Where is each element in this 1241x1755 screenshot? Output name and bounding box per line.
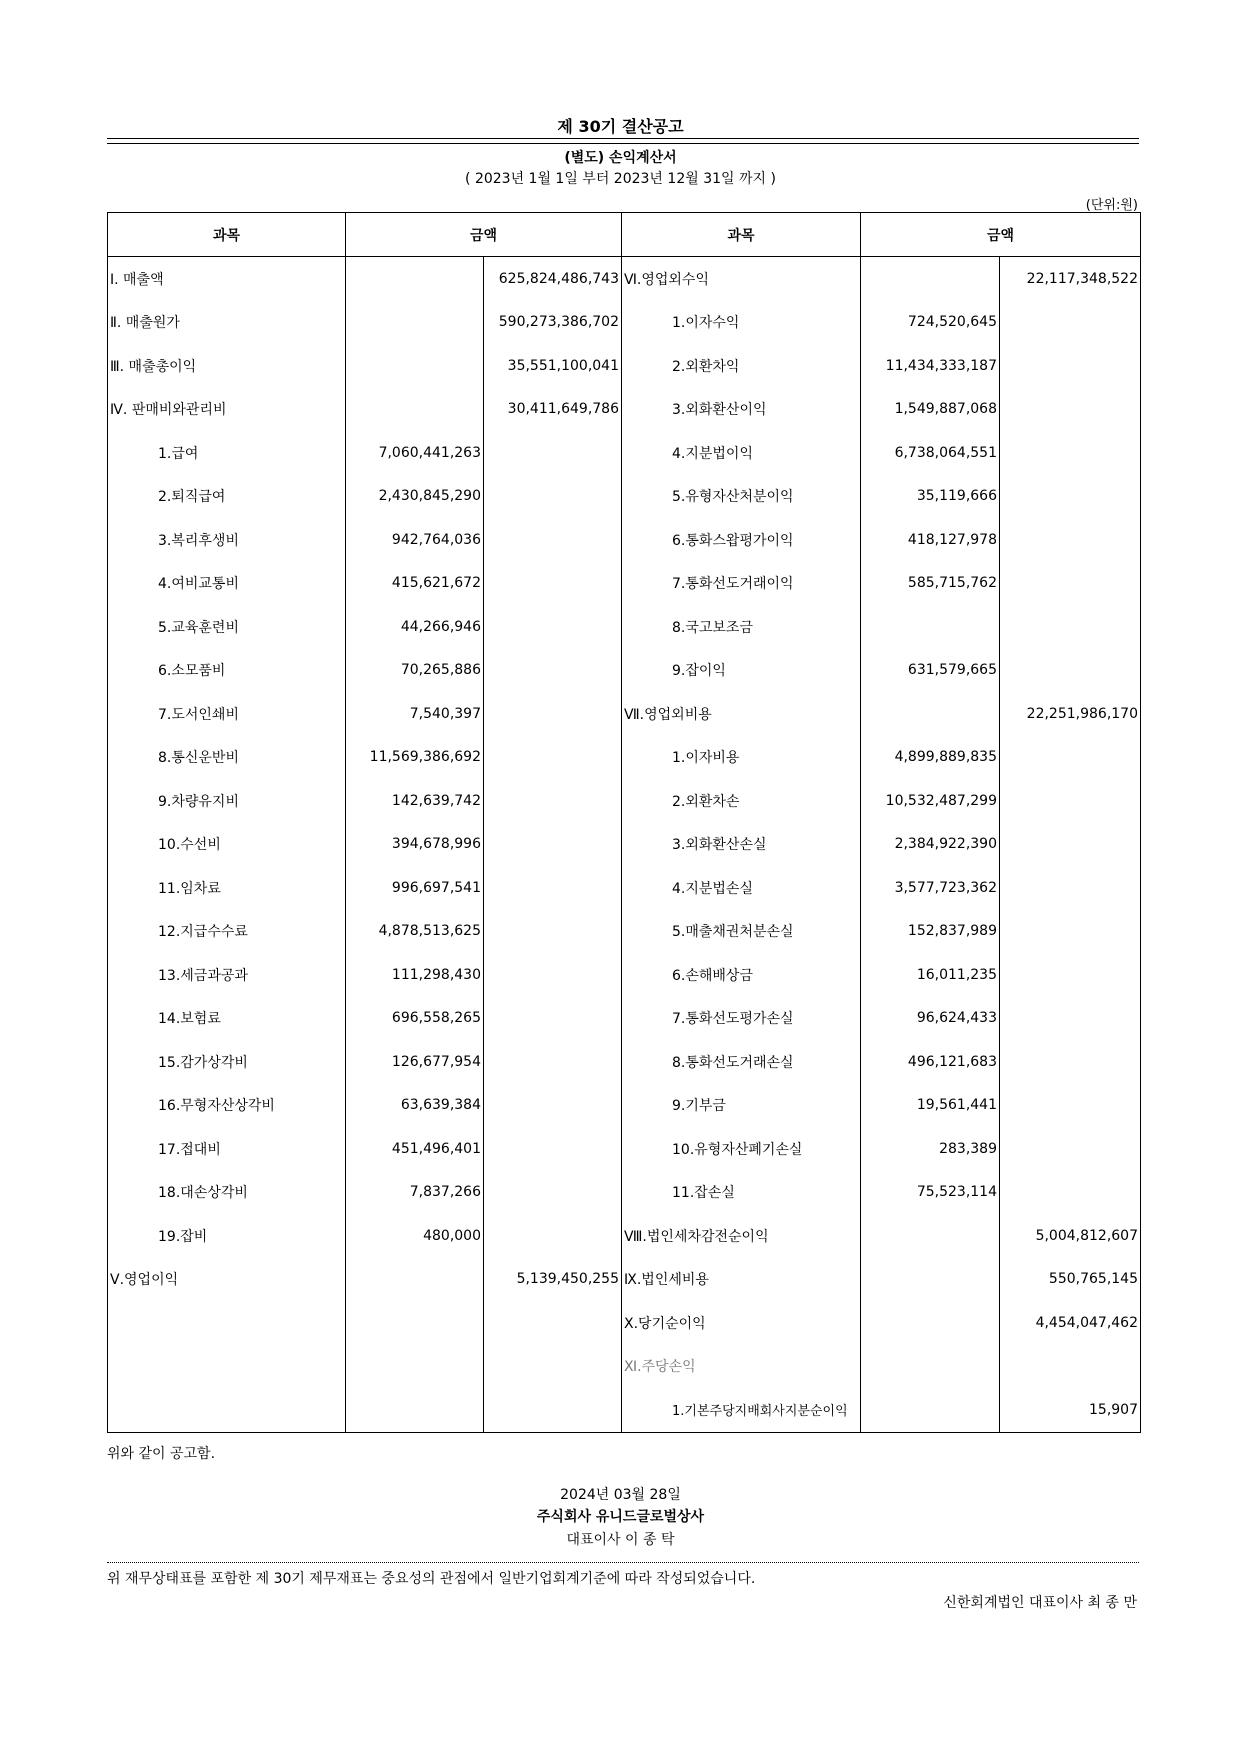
right-item: Ⅷ.법인세차감전순이익 <box>622 1214 861 1258</box>
right-detail-amount: 496,121,683 <box>861 1040 1000 1084</box>
left-total-amount <box>484 518 622 562</box>
right-detail-amount <box>861 1214 1000 1258</box>
table-row <box>108 1345 1141 1389</box>
left-detail-amount: 696,558,265 <box>346 997 484 1041</box>
right-item: 2.외환차손 <box>622 779 861 823</box>
left-item: Ⅳ. 판매비와관리비 <box>108 388 346 432</box>
right-total-amount <box>1000 518 1141 562</box>
left-detail-amount: 7,837,266 <box>346 1171 484 1215</box>
right-total-amount <box>1000 301 1141 345</box>
left-total-amount: 590,273,386,702 <box>484 301 622 345</box>
right-detail-amount: 11,434,333,187 <box>861 344 1000 388</box>
table-row <box>108 475 1141 519</box>
left-item: 10.수선비 <box>108 823 346 867</box>
right-item: 10.유형자산폐기손실 <box>622 1127 861 1171</box>
right-total-amount <box>1000 1345 1141 1389</box>
right-item: 6.손해배상금 <box>622 953 861 997</box>
left-item: 11.임차료 <box>108 866 346 910</box>
right-item: 4.지분법손실 <box>622 866 861 910</box>
left-item: 19.잡비 <box>108 1214 346 1258</box>
right-detail-amount: 35,119,666 <box>861 475 1000 519</box>
left-total-amount <box>484 823 622 867</box>
notice-text: 위와 같이 공고함. <box>107 1446 216 1462</box>
left-detail-amount: 394,678,996 <box>346 823 484 867</box>
right-item: 7.통화선도거래이익 <box>622 562 861 606</box>
right-item: 9.잡이익 <box>622 649 861 693</box>
left-total-amount <box>484 1171 622 1215</box>
left-total-amount <box>484 997 622 1041</box>
left-total-amount: 5,139,450,255 <box>484 1258 622 1302</box>
left-total-amount <box>484 1127 622 1171</box>
dotted-divider <box>107 1562 1139 1563</box>
right-detail-amount: 724,520,645 <box>861 301 1000 345</box>
right-detail-amount <box>861 1345 1000 1389</box>
right-detail-amount: 16,011,235 <box>861 953 1000 997</box>
left-item: Ⅱ. 매출원가 <box>108 301 346 345</box>
right-detail-amount: 585,715,762 <box>861 562 1000 606</box>
left-item: 4.여비교통비 <box>108 562 346 606</box>
right-total-amount: 4,454,047,462 <box>1000 1301 1141 1345</box>
ceo-name: 대표이사 이 종 탁 <box>566 1532 675 1548</box>
table-row <box>108 605 1141 649</box>
right-item: 3.외화환산손실 <box>622 823 861 867</box>
right-detail-amount: 75,523,114 <box>861 1171 1000 1215</box>
title-rule-bottom <box>107 143 1139 144</box>
left-total-amount: 35,551,100,041 <box>484 344 622 388</box>
left-item: 15.감가상각비 <box>108 1040 346 1084</box>
right-total-amount <box>1000 910 1141 954</box>
document-title: 제 30기 결산공고 <box>557 117 684 136</box>
company-name: 주식회사 유니드글로벌상사 <box>536 1509 705 1525</box>
left-detail-amount <box>346 301 484 345</box>
left-item <box>108 1301 346 1345</box>
left-detail-amount: 111,298,430 <box>346 953 484 997</box>
left-detail-amount: 451,496,401 <box>346 1127 484 1171</box>
right-detail-amount: 418,127,978 <box>861 518 1000 562</box>
statement-subtitle: (별도) 손익계산서 <box>564 150 677 166</box>
table-body <box>108 257 1141 1433</box>
table-row <box>108 562 1141 606</box>
left-detail-amount <box>346 1301 484 1345</box>
left-total-amount <box>484 1388 622 1432</box>
right-item: 2.외환차익 <box>622 344 861 388</box>
left-item: 8.통신운반비 <box>108 736 346 780</box>
right-total-amount <box>1000 1040 1141 1084</box>
right-detail-amount <box>861 692 1000 736</box>
left-total-amount <box>484 1345 622 1389</box>
right-total-amount <box>1000 344 1141 388</box>
right-total-amount <box>1000 866 1141 910</box>
right-item: 5.유형자산처분이익 <box>622 475 861 519</box>
right-item: Ⅺ.주당손익 <box>622 1345 861 1389</box>
right-detail-amount: 152,837,989 <box>861 910 1000 954</box>
table-row <box>108 1127 1141 1171</box>
left-total-amount <box>484 605 622 649</box>
income-statement-table <box>107 212 1141 1433</box>
left-detail-amount: 7,060,441,263 <box>346 431 484 475</box>
right-item: 7.통화선도평가손실 <box>622 997 861 1041</box>
header-right-item: 과목 <box>622 213 861 257</box>
left-detail-amount <box>346 257 484 301</box>
left-total-amount <box>484 910 622 954</box>
audit-note: 위 재무상태표를 포함한 제 30기 제무재표는 중요성의 관점에서 일반기업회계기준에 따라 작성되었습니다. <box>107 1571 756 1587</box>
left-item: 17.접대비 <box>108 1127 346 1171</box>
left-item: 2.퇴직급여 <box>108 475 346 519</box>
title-rule-top <box>107 138 1139 139</box>
right-detail-amount <box>861 1301 1000 1345</box>
left-detail-amount: 70,265,886 <box>346 649 484 693</box>
left-detail-amount: 7,540,397 <box>346 692 484 736</box>
header-left-item: 과목 <box>108 213 346 257</box>
left-item: Ⅲ. 매출총이익 <box>108 344 346 388</box>
table-row <box>108 779 1141 823</box>
left-total-amount <box>484 779 622 823</box>
table-row <box>108 953 1141 997</box>
table-row <box>108 257 1141 301</box>
table-row <box>108 1258 1141 1302</box>
left-detail-amount: 63,639,384 <box>346 1084 484 1128</box>
right-detail-amount: 283,389 <box>861 1127 1000 1171</box>
right-total-amount <box>1000 997 1141 1041</box>
right-item: 1.이자수익 <box>622 301 861 345</box>
left-detail-amount: 11,569,386,692 <box>346 736 484 780</box>
right-detail-amount: 10,532,487,299 <box>861 779 1000 823</box>
left-detail-amount: 126,677,954 <box>346 1040 484 1084</box>
left-detail-amount: 142,639,742 <box>346 779 484 823</box>
table-row <box>108 1388 1141 1432</box>
left-detail-amount <box>346 1258 484 1302</box>
left-total-amount <box>484 1040 622 1084</box>
left-total-amount <box>484 649 622 693</box>
right-item: 1.이자비용 <box>622 736 861 780</box>
left-total-amount: 30,411,649,786 <box>484 388 622 432</box>
right-total-amount <box>1000 1171 1141 1215</box>
left-detail-amount: 4,878,513,625 <box>346 910 484 954</box>
table-row <box>108 649 1141 693</box>
left-item: Ⅴ.영업이익 <box>108 1258 346 1302</box>
left-total-amount <box>484 562 622 606</box>
table-row <box>108 431 1141 475</box>
left-detail-amount: 996,697,541 <box>346 866 484 910</box>
left-total-amount <box>484 1214 622 1258</box>
right-total-amount: 22,117,348,522 <box>1000 257 1141 301</box>
right-total-amount <box>1000 431 1141 475</box>
left-detail-amount <box>346 1345 484 1389</box>
right-total-amount: 15,907 <box>1000 1388 1141 1432</box>
left-item: 3.복리후생비 <box>108 518 346 562</box>
left-item: 18.대손상각비 <box>108 1171 346 1215</box>
table-row <box>108 301 1141 345</box>
table-row <box>108 866 1141 910</box>
right-detail-amount: 631,579,665 <box>861 649 1000 693</box>
right-total-amount <box>1000 779 1141 823</box>
table-header-row <box>108 213 1141 257</box>
table-row <box>108 692 1141 736</box>
right-detail-amount: 6,738,064,551 <box>861 431 1000 475</box>
left-total-amount: 625,824,486,743 <box>484 257 622 301</box>
left-item: Ⅰ. 매출액 <box>108 257 346 301</box>
left-item: 16.무형자산상각비 <box>108 1084 346 1128</box>
right-detail-amount <box>861 605 1000 649</box>
right-detail-amount: 1,549,887,068 <box>861 388 1000 432</box>
table-row <box>108 388 1141 432</box>
left-total-amount <box>484 736 622 780</box>
left-item <box>108 1388 346 1432</box>
right-item: 11.잡손실 <box>622 1171 861 1215</box>
right-total-amount: 550,765,145 <box>1000 1258 1141 1302</box>
right-detail-amount: 2,384,922,390 <box>861 823 1000 867</box>
right-total-amount <box>1000 736 1141 780</box>
left-detail-amount: 942,764,036 <box>346 518 484 562</box>
right-item: 8.국고보조금 <box>622 605 861 649</box>
right-item: 8.통화선도거래손실 <box>622 1040 861 1084</box>
table-row <box>108 344 1141 388</box>
right-total-amount <box>1000 475 1141 519</box>
left-total-amount <box>484 475 622 519</box>
table-row <box>108 1084 1141 1128</box>
right-total-amount: 5,004,812,607 <box>1000 1214 1141 1258</box>
fiscal-period: ( 2023년 1월 1일 부터 2023년 12월 31일 까지 ) <box>465 171 776 187</box>
header-right-amount: 금액 <box>861 213 1141 257</box>
left-detail-amount: 44,266,946 <box>346 605 484 649</box>
right-detail-amount <box>861 1258 1000 1302</box>
table-row <box>108 1171 1141 1215</box>
left-item <box>108 1345 346 1389</box>
right-total-amount <box>1000 1084 1141 1128</box>
right-total-amount <box>1000 562 1141 606</box>
left-item: 12.지급수수료 <box>108 910 346 954</box>
left-total-amount <box>484 431 622 475</box>
table-row <box>108 518 1141 562</box>
right-item: Ⅹ.당기순이익 <box>622 1301 861 1345</box>
left-total-amount <box>484 692 622 736</box>
right-item: 1.기본주당지배회사지분순이익 <box>622 1388 861 1432</box>
right-item: Ⅸ.법인세비용 <box>622 1258 861 1302</box>
left-total-amount <box>484 1301 622 1345</box>
table-row <box>108 1301 1141 1345</box>
right-total-amount <box>1000 1127 1141 1171</box>
currency-unit: (단위:원) <box>1085 198 1138 213</box>
table-row <box>108 736 1141 780</box>
table-row <box>108 1040 1141 1084</box>
right-item: 4.지분법이익 <box>622 431 861 475</box>
right-total-amount <box>1000 953 1141 997</box>
table-row <box>108 910 1141 954</box>
right-item: Ⅶ.영업외비용 <box>622 692 861 736</box>
left-detail-amount <box>346 1388 484 1432</box>
right-total-amount <box>1000 649 1141 693</box>
left-detail-amount: 415,621,672 <box>346 562 484 606</box>
right-detail-amount: 4,899,889,835 <box>861 736 1000 780</box>
right-total-amount <box>1000 823 1141 867</box>
right-total-amount <box>1000 605 1141 649</box>
right-total-amount <box>1000 388 1141 432</box>
left-item: 14.보험료 <box>108 997 346 1041</box>
table-row <box>108 997 1141 1041</box>
left-item: 1.급여 <box>108 431 346 475</box>
left-item: 9.차량유지비 <box>108 779 346 823</box>
right-item: 6.통화스왑평가이익 <box>622 518 861 562</box>
left-detail-amount <box>346 344 484 388</box>
right-item: 9.기부금 <box>622 1084 861 1128</box>
right-item: Ⅵ.영업외수익 <box>622 257 861 301</box>
right-detail-amount <box>861 257 1000 301</box>
left-total-amount <box>484 1084 622 1128</box>
left-item: 5.교육훈련비 <box>108 605 346 649</box>
left-detail-amount: 480,000 <box>346 1214 484 1258</box>
left-total-amount <box>484 866 622 910</box>
left-item: 6.소모품비 <box>108 649 346 693</box>
left-total-amount <box>484 953 622 997</box>
right-detail-amount: 96,624,433 <box>861 997 1000 1041</box>
left-item: 13.세금과공과 <box>108 953 346 997</box>
table-row <box>108 1214 1141 1258</box>
right-item: 3.외화환산이익 <box>622 388 861 432</box>
right-item: 5.매출채권처분손실 <box>622 910 861 954</box>
right-total-amount: 22,251,986,170 <box>1000 692 1141 736</box>
right-detail-amount: 3,577,723,362 <box>861 866 1000 910</box>
left-item: 7.도서인쇄비 <box>108 692 346 736</box>
right-detail-amount: 19,561,441 <box>861 1084 1000 1128</box>
auditor-name: 신한회계법인 대표이사 최 종 만 <box>943 1595 1137 1611</box>
left-detail-amount <box>346 388 484 432</box>
left-detail-amount: 2,430,845,290 <box>346 475 484 519</box>
table-row <box>108 823 1141 867</box>
right-detail-amount <box>861 1388 1000 1432</box>
notice-date: 2024년 03월 28일 <box>560 1487 681 1503</box>
header-left-amount: 금액 <box>346 213 622 257</box>
